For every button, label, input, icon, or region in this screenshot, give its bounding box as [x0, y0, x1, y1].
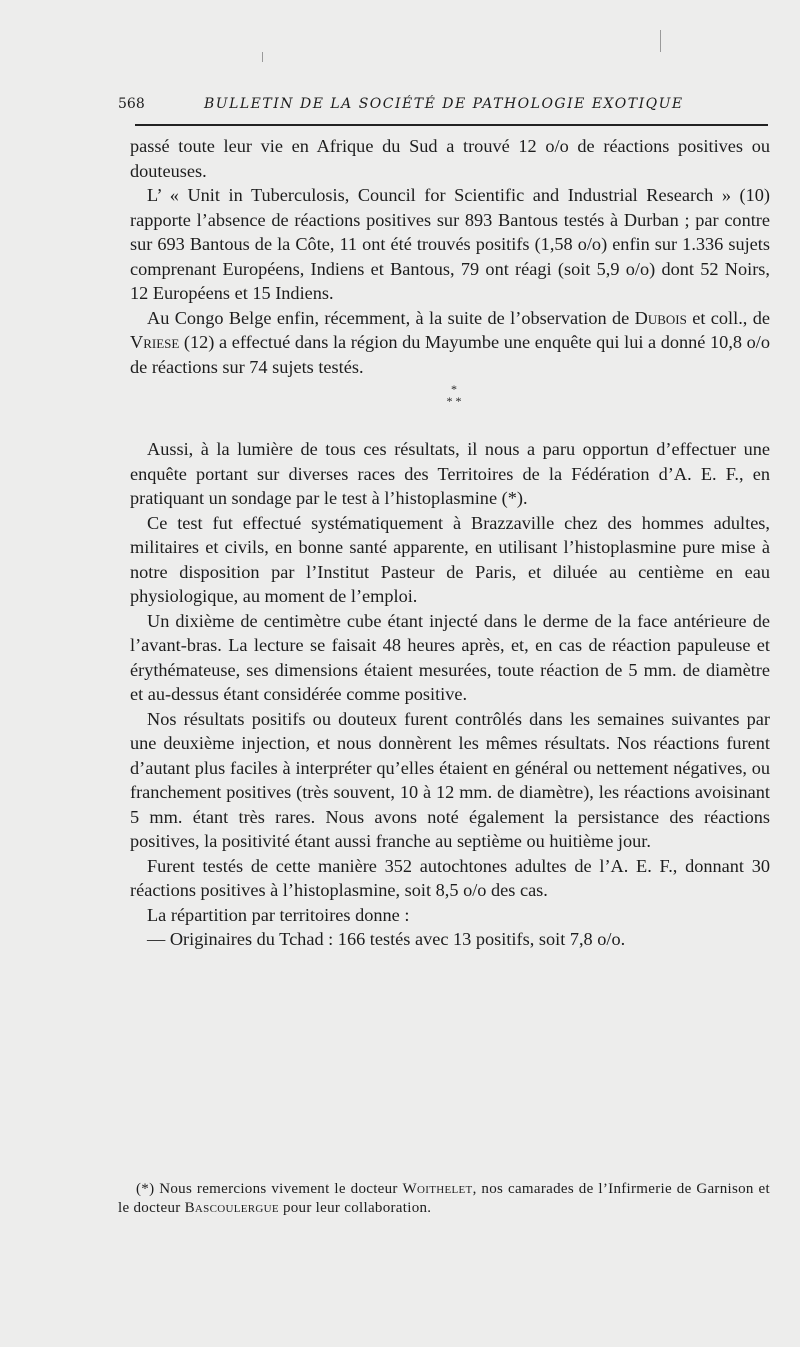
- section-separator: [138, 383, 770, 407]
- author-name: Vriese: [130, 332, 180, 352]
- footnote-part: (*) Nous remercions vivement le docteur: [136, 1181, 403, 1197]
- footnote: [118, 1180, 770, 1218]
- separator-stars: * *: [446, 394, 462, 408]
- author-name: Bascoulergue: [184, 1200, 279, 1216]
- paragraph: L’ « Unit in Tuberculosis, Council for Scientific and Industrial Research » (10) rapporte l’absence de réactions positives sur 893 Bantous testés à Durban ; par contre sur 693 Bantous de la Côte, 11 ont été trouvés positifs (1,58 o/o) enfin sur 1.336 sujets comprenant Européens, Indiens et Bantous, 79 ont réagi (soit 5,9 o/o) dont 52 Noirs, 12 Européens et 15 Indiens.: [130, 185, 770, 303]
- paragraph-text: (12) a effectué dans la région du Mayumbe une enquête qui lui a donné 10,8 o/o de réactions sur 74 sujets testés.: [130, 332, 770, 377]
- footnote-part: pour leur collaboration.: [278, 1200, 432, 1216]
- header-rule: [135, 124, 768, 126]
- running-title: BULLETIN DE LA SOCIÉTÉ DE PATHOLOGIE EXOTIQUE: [204, 96, 684, 112]
- body-text: [130, 134, 770, 952]
- paragraph-text: Au Congo Belge enfin, récemment, à la suite de l’observation de: [147, 307, 635, 328]
- paragraph: Nos résultats positifs ou douteux furent contrôlés dans les semaines suivantes par une deuxième injection, et nous donnèrent les mêmes résultats. Nos réactions furent d’autant plus faciles à interpréter qu’elles étaient en général ou nettement négatives, ou franchement positives (très souvent, 10 à 12 mm. de diamètre), les réactions avoisinant 5 mm. étant très rares. Nous avons noté également la persistance des réactions positives, la positivité étant aussi franche au septième ou huitième jour.: [130, 708, 770, 851]
- separator-star: *: [451, 382, 457, 396]
- paragraph-text: et coll., de: [686, 307, 770, 328]
- paragraph: Aussi, à la lumière de tous ces résultats, il nous a paru opportun d’effectuer une enquête portant sur diverses races des Territoires de la Fédération d’A. E. F., en pratiquant un sondage par le test à l’histoplasmine (*).: [130, 439, 770, 508]
- running-header: [118, 96, 768, 118]
- paragraph: La répartition par territoires donne :: [147, 904, 410, 925]
- paragraph: passé toute leur vie en Afrique du Sud a trouvé 12 o/o de réactions positives ou douteuses.: [130, 136, 770, 181]
- page-number: 568: [118, 96, 145, 112]
- author-name: Woithelet: [402, 1181, 473, 1197]
- paragraph: — Originaires du Tchad : 166 testés avec 13 positifs, soit 7,8 o/o.: [147, 929, 626, 949]
- scan-mark: [262, 52, 263, 62]
- paragraph: Un dixième de centimètre cube étant injecté dans le derme de la face antérieure de l’avant-bras. La lecture se faisait 48 heures après, et, en cas de réaction papuleuse et érythémateuse, ses dimensions étaient mesurées, toute réaction de 5 mm. de diamètre et au-dessus étant considérée comme positive.: [130, 610, 770, 704]
- paragraph: [130, 306, 770, 380]
- paragraph: Ce test fut effectué systématiquement à Brazzaville chez des hommes adultes, militaires et civils, en bonne santé apparente, en utilisant l’histoplasmine pure mise à notre disposition par l’Institut Pasteur de Paris, et diluée au centième en eau physiologique, au moment de l’emploi.: [130, 512, 770, 606]
- footnote-text: [118, 1180, 770, 1218]
- scan-mark: [660, 30, 661, 52]
- footnote-part: , nos camarades de l’Infirmerie de Garnison et le docteur: [118, 1181, 770, 1216]
- paragraph: Furent testés de cette manière 352 autochtones adultes de l’A. E. F., donnant 30 réactions positives à l’histoplasmine, soit 8,5 o/o des cas.: [130, 855, 770, 900]
- author-name: Dubois: [634, 307, 687, 328]
